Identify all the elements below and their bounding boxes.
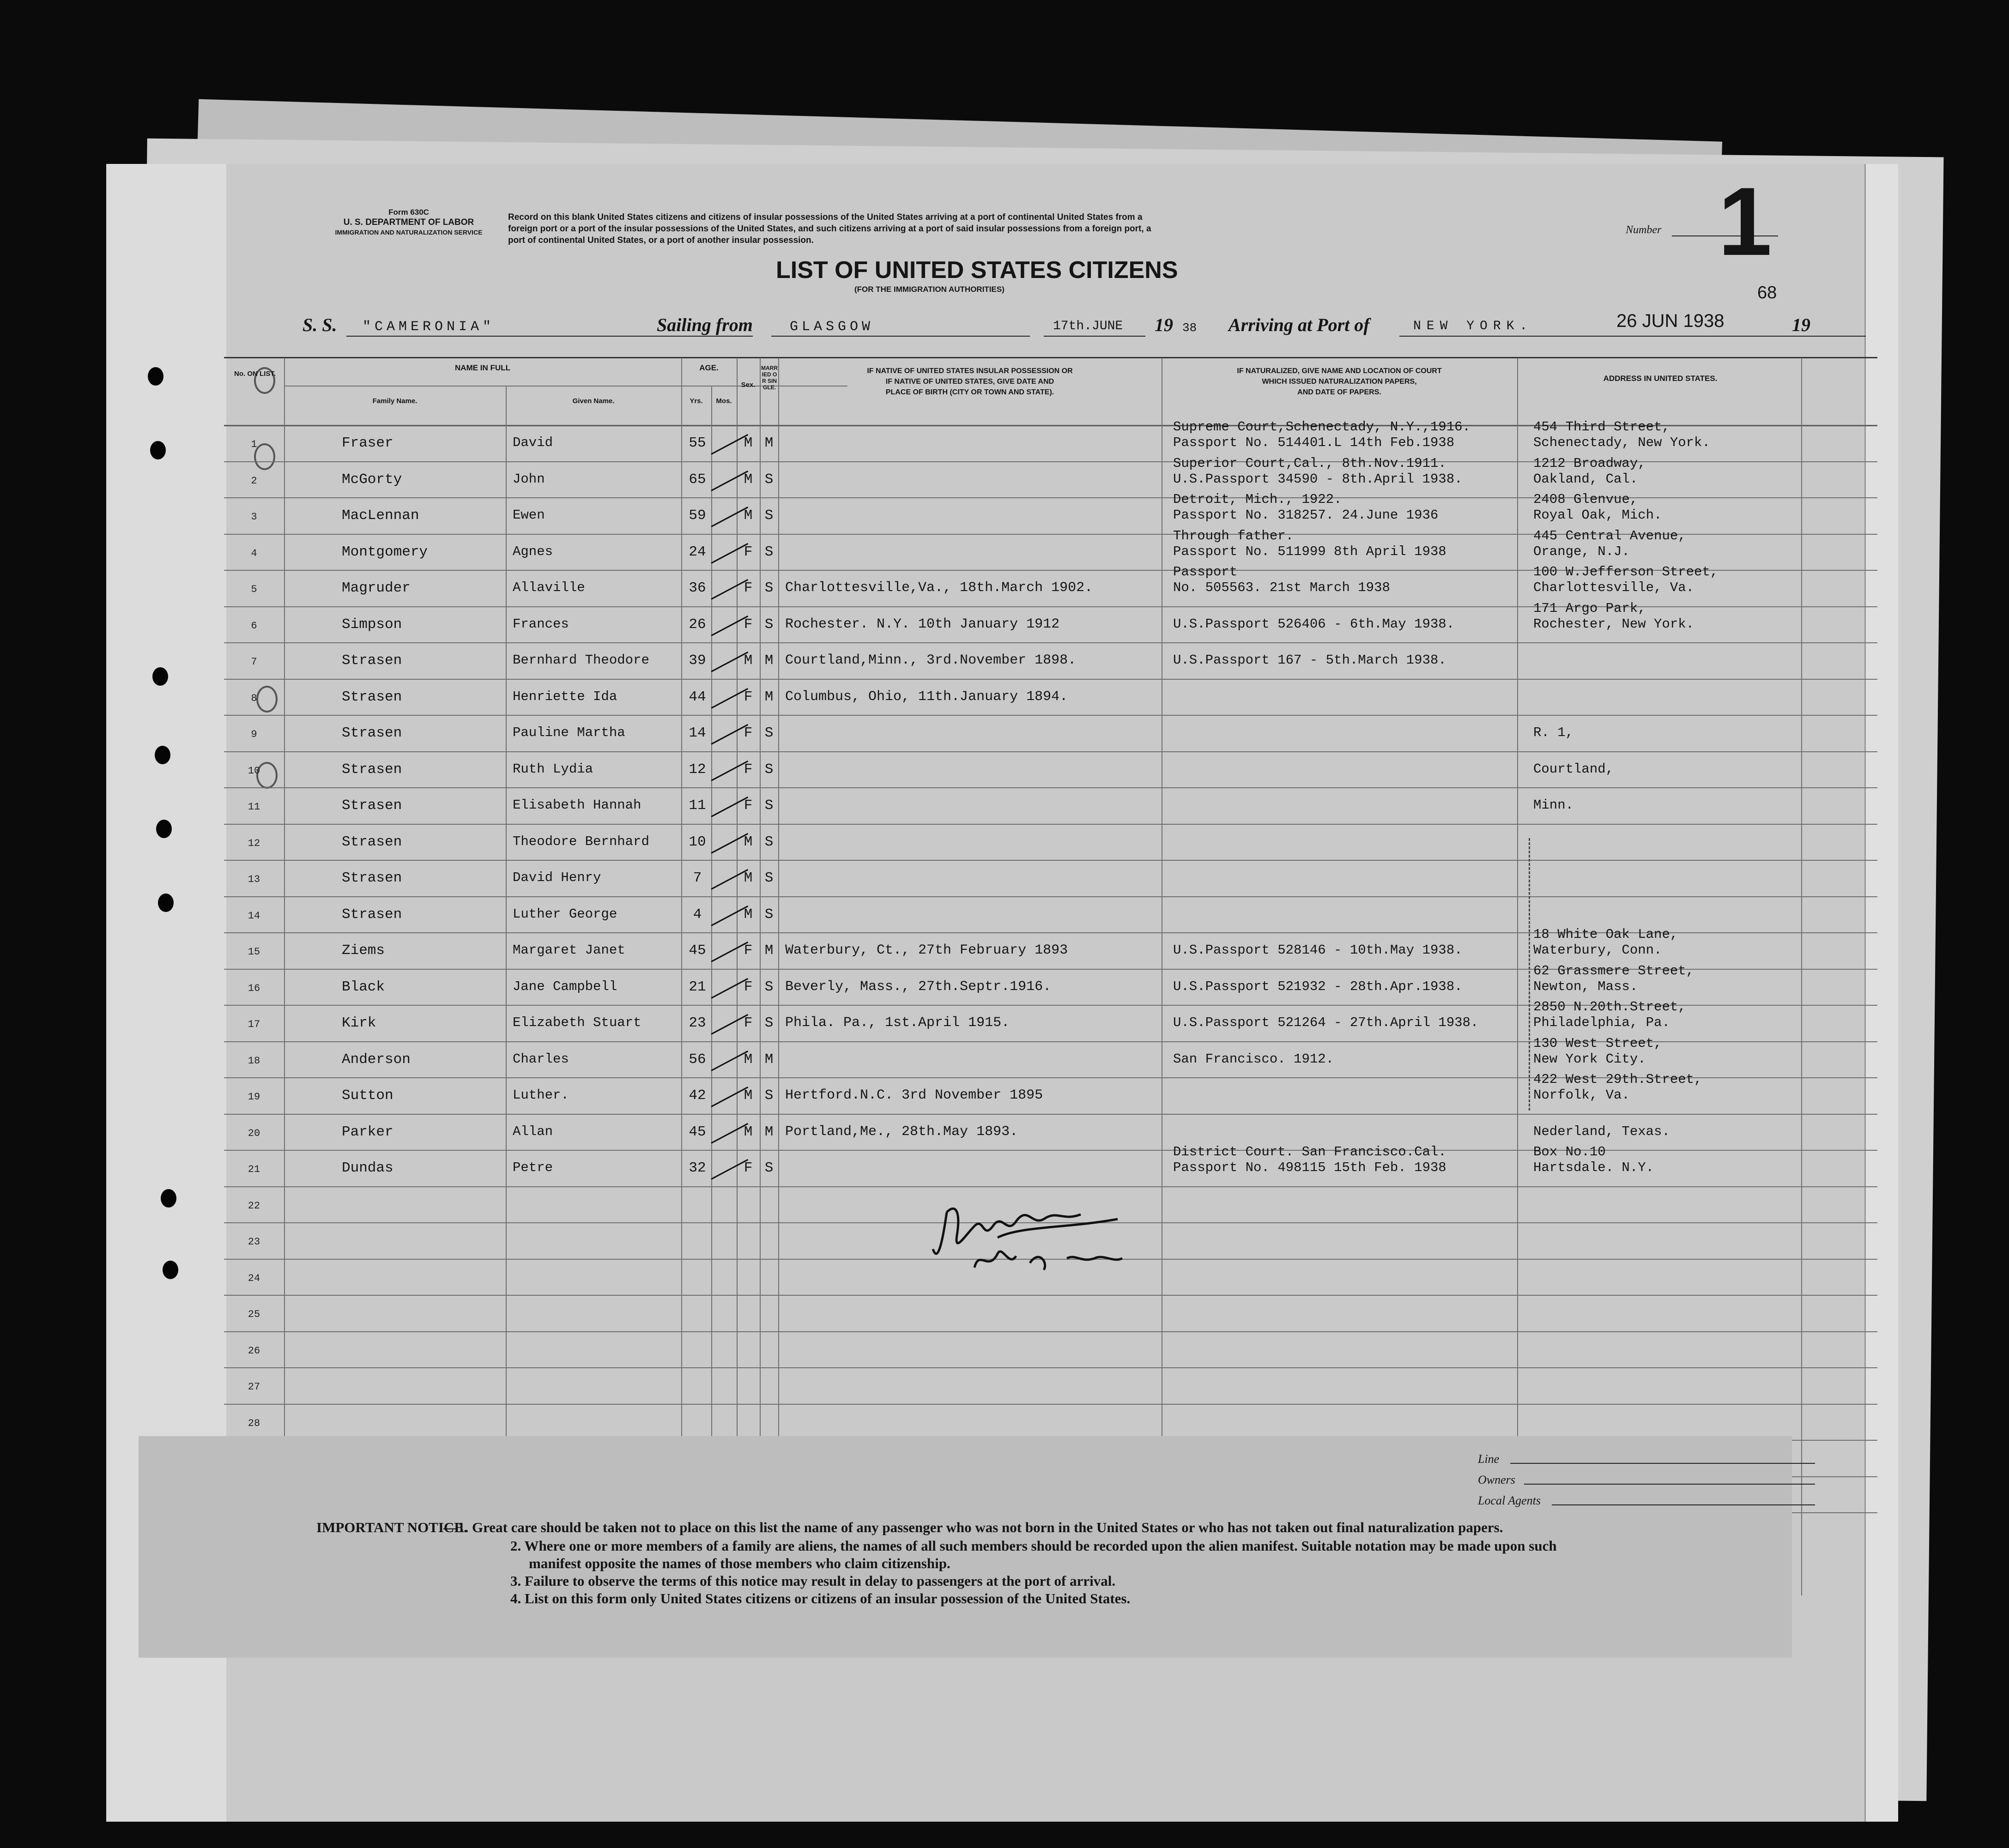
given-name: Ewen (513, 507, 545, 523)
col-rule (711, 387, 712, 1595)
family-name: MacLennan (342, 507, 419, 524)
line-label: Line (1478, 1452, 1500, 1466)
page-subtitle: (FOR THE IMMIGRATION AUTHORITIES) (854, 285, 1004, 294)
notice-item: —1. Great care should be taken not to place on this list the name of any passenger who was not born in the United States or who has not taken out final naturalization papers. (443, 1519, 1503, 1535)
given-name: Theodore Bernhard (513, 834, 649, 849)
marital-status: M (764, 689, 774, 705)
naturalization-info: U.S.Passport 167 - 5th.March 1938. (1173, 652, 1446, 668)
us-address: Waterbury, Conn. (1533, 942, 1662, 958)
marital-status: S (764, 725, 774, 741)
col-rule (737, 358, 738, 1595)
us-address: Newton, Mass. (1533, 979, 1638, 994)
marital-status: S (764, 1015, 774, 1031)
line-number: 10 (248, 765, 260, 777)
birth-place-date: Waterbury, Ct., 27th February 1893 (785, 942, 1068, 958)
marital-status: S (764, 1087, 774, 1104)
header-naturalized: IF NATURALIZED, GIVE NAME AND LOCATION OF COURT (1237, 367, 1442, 375)
line-number: 6 (251, 620, 257, 632)
col-rule (1801, 358, 1802, 1595)
instruction-line: Record on this blank United States citizens and citizens of insular possessions of the United States arriving at a port of continental United States from a (508, 212, 1143, 222)
naturalization-info: District Court. San Francisco.Cal. (1173, 1144, 1446, 1160)
sex: F (744, 689, 753, 705)
sex: M (744, 652, 753, 669)
stamp-note: 68 (1757, 283, 1777, 302)
sex: F (744, 725, 753, 741)
sex: F (744, 979, 753, 995)
line-number: 1 (251, 439, 257, 450)
age-years: 23 (689, 1015, 706, 1031)
birth-place-date: Phila. Pa., 1st.April 1915. (785, 1015, 1010, 1031)
year-prefix: 19 (1155, 314, 1173, 335)
birth-place-date: Columbus, Ohio, 11th.January 1894. (785, 689, 1068, 705)
age-subhead-rule (681, 386, 737, 387)
marital-status: S (764, 471, 774, 488)
given-name: Frances (513, 616, 569, 632)
given-name: Ruth Lydia (513, 761, 593, 777)
row-rule (224, 1114, 1877, 1115)
naturalization-info: No. 505563. 21st March 1938 (1173, 580, 1390, 595)
birth-place-date: Hertford.N.C. 3rd November 1895 (785, 1087, 1043, 1103)
given-name: Margaret Janet (513, 942, 625, 958)
sailing-underline (771, 336, 1030, 337)
age-years: 39 (689, 652, 706, 669)
punch-hole (158, 894, 174, 912)
family-name: Dundas (342, 1160, 393, 1176)
arrival-stamp: 26 JUN 1938 (1616, 311, 1725, 331)
row-rule (224, 642, 1877, 643)
line-number: 7 (251, 656, 257, 668)
family-name: Fraser (342, 435, 393, 451)
marital-status: S (764, 979, 774, 995)
line-number: 4 (251, 548, 257, 559)
row-rule (224, 860, 1877, 861)
us-address: Minn. (1533, 797, 1574, 813)
row-rule (224, 1295, 1877, 1296)
notice-item: 3. Failure to observe the terms of this notice may result in delay to passengers at the port of arrival. (510, 1573, 1116, 1589)
marital-status: S (764, 797, 774, 814)
line-number: 19 (248, 1091, 260, 1103)
given-name: Bernhard Theodore (513, 652, 649, 668)
header-given-name: Given Name. (572, 397, 615, 405)
given-name: Elisabeth Hannah (513, 797, 641, 813)
line-number: 18 (248, 1055, 260, 1067)
line-number: 13 (248, 874, 260, 885)
us-address: Courtland, (1533, 761, 1614, 777)
family-name: Anderson (342, 1051, 411, 1068)
given-name: Luther. (513, 1087, 569, 1103)
line-number: 23 (248, 1236, 260, 1248)
us-address: Box No.10 (1533, 1144, 1606, 1160)
marital-status: S (764, 580, 774, 596)
age-years: 44 (689, 689, 706, 705)
family-name: McGorty (342, 471, 402, 488)
number-label: Number (1626, 224, 1662, 236)
age-years: 32 (689, 1160, 706, 1176)
list-number: 1 (1718, 167, 1772, 276)
header-name-in-full: NAME IN FULL (455, 363, 510, 372)
family-name: Strasen (342, 834, 402, 850)
sex: M (744, 906, 753, 923)
naturalization-info: Passport No. 511999 8th April 1938 (1173, 544, 1446, 559)
naturalization-info: Passport (1173, 564, 1238, 580)
notice-footer (139, 1436, 1792, 1658)
naturalization-info: U.S.Passport 528146 - 10th.May 1938. (1173, 942, 1463, 958)
us-address: Charlottesville, Va. (1533, 580, 1694, 595)
sex: F (744, 1160, 753, 1176)
page-title: LIST OF UNITED STATES CITIZENS (776, 257, 1178, 284)
sex: F (744, 580, 753, 596)
row-rule (224, 1186, 1877, 1187)
naturalization-info: U.S.Passport 526406 - 6th.May 1938. (1173, 616, 1455, 632)
us-address: 422 West 29th.Street, (1533, 1072, 1702, 1087)
given-name: Luther George (513, 906, 617, 922)
row-rule (224, 715, 1877, 716)
given-name: Jane Campbell (513, 979, 617, 994)
us-address: Philadelphia, Pa. (1533, 1015, 1670, 1030)
given-name: Allaville (513, 580, 585, 595)
age-years: 24 (689, 544, 706, 560)
header-birth: IF NATIVE OF UNITED STATES, GIVE DATE AND (885, 378, 1054, 386)
header-mos: Mos. (716, 397, 732, 405)
line-number: 11 (248, 801, 260, 813)
us-address: Schenectady, New York. (1533, 435, 1710, 450)
marital-status: M (764, 435, 774, 451)
row-rule (224, 824, 1877, 825)
line-number: 2 (251, 475, 257, 487)
header-address: ADDRESS IN UNITED STATES. (1603, 374, 1718, 383)
marital-status: S (764, 834, 774, 850)
given-name: Henriette Ida (513, 689, 617, 704)
sex: M (744, 435, 753, 451)
page-right-margin (1864, 164, 1898, 1822)
age-years: 4 (693, 906, 702, 923)
family-name: Magruder (342, 580, 411, 596)
punch-hole (148, 367, 163, 386)
us-address: 2850 N.20th.Street, (1533, 999, 1686, 1015)
us-address: Rochester, New York. (1533, 616, 1694, 632)
owners-underline (1524, 1484, 1815, 1485)
marital-status: S (764, 616, 774, 633)
age-years: 45 (689, 942, 706, 959)
family-name: Ziems (342, 942, 385, 959)
department-name: U. S. DEPARTMENT OF LABOR (343, 217, 474, 227)
header-married: MARRIED OR SINGLE. (761, 365, 778, 391)
family-name: Strasen (342, 761, 402, 778)
us-address: 100 W.Jefferson Street, (1533, 564, 1719, 580)
line-number: 15 (248, 946, 260, 958)
naturalization-info: Superior Court,Cal., 8th.Nov.1911. (1173, 456, 1446, 471)
ss-label: S. S. (303, 314, 337, 335)
arriving-label: Arriving at Port of (1228, 314, 1370, 335)
marital-status: M (764, 1124, 774, 1140)
age-years: 45 (689, 1124, 706, 1140)
instruction-line: port of continental United States, or a port of another insular possession. (508, 236, 814, 245)
row-rule (224, 1331, 1877, 1332)
marital-status: S (764, 761, 774, 778)
us-address: Norfolk, Va. (1533, 1087, 1630, 1103)
age-years: 10 (689, 834, 706, 850)
punch-hole (163, 1261, 178, 1279)
age-years: 55 (689, 435, 706, 451)
naturalization-info: Through father. (1173, 528, 1294, 544)
col-rule (284, 358, 285, 1595)
line-number: 16 (248, 983, 260, 994)
punch-hole (161, 1189, 176, 1208)
table-top-rule (224, 357, 1877, 358)
sex: F (744, 1015, 753, 1031)
col-rule (760, 358, 761, 1595)
header-family-name: Family Name. (372, 397, 418, 405)
us-address: 130 West Street, (1533, 1036, 1662, 1051)
us-address: 445 Central Avenue, (1533, 528, 1686, 544)
port-underline (1399, 336, 1847, 337)
birth-place-date: Charlottesville,Va., 18th.March 1902. (785, 580, 1093, 596)
age-years: 65 (689, 471, 706, 488)
line-number: 17 (248, 1019, 260, 1030)
marital-status: S (764, 507, 774, 524)
birth-place-date: Beverly, Mass., 27th.Septr.1916. (785, 979, 1052, 995)
notice-item: 4. List on this form only United States citizens or citizens of an insular possession of the United States. (510, 1590, 1131, 1606)
line-number: 3 (251, 511, 257, 523)
naturalization-info: Passport No. 498115 15th Feb. 1938 (1173, 1160, 1446, 1175)
naturalization-info: U.S.Passport 34590 - 8th.April 1938. (1173, 471, 1463, 487)
us-address: 62 Grassmere Street, (1533, 963, 1694, 978)
marital-status: S (764, 1160, 774, 1176)
age-years: 56 (689, 1051, 706, 1068)
marital-status: M (764, 1051, 774, 1068)
year-suffix: 38 (1182, 321, 1197, 335)
line-number: 8 (251, 693, 257, 704)
line-number: 20 (248, 1128, 260, 1139)
us-address: R. 1, (1533, 725, 1574, 740)
year-trailer: 19 (1792, 314, 1810, 335)
given-name: Petre (513, 1160, 553, 1175)
age-years: 42 (689, 1087, 706, 1104)
punch-hole (152, 667, 168, 686)
header-naturalized: WHICH ISSUED NATURALIZATION PAPERS, (1262, 378, 1417, 386)
line-number: 24 (248, 1273, 260, 1284)
line-number: 26 (248, 1345, 260, 1357)
family-name: Parker (342, 1124, 393, 1140)
row-rule (224, 1367, 1877, 1368)
header-yrs: Yrs. (690, 397, 703, 405)
us-address: Royal Oak, Mich. (1533, 507, 1662, 523)
arrival-port: NEW YORK. (1413, 319, 1533, 333)
col-rule (506, 387, 507, 1595)
given-name: Charles (513, 1051, 569, 1067)
row-rule (224, 679, 1877, 680)
sex: M (744, 471, 753, 488)
line-underline (1510, 1463, 1815, 1464)
header-birth: PLACE OF BIRTH (CITY OR TOWN AND STATE). (885, 388, 1054, 396)
owners-label: Owners (1478, 1473, 1515, 1486)
us-address: 18 White Oak Lane, (1533, 927, 1678, 942)
birth-place-date: Rochester. N.Y. 10th January 1912 (785, 616, 1060, 632)
family-name: Strasen (342, 652, 402, 669)
age-years: 36 (689, 580, 706, 596)
line-number: 21 (248, 1164, 260, 1175)
line-number: 25 (248, 1309, 260, 1320)
year-underline (1815, 336, 1866, 337)
us-address: 1212 Broadway, (1533, 456, 1646, 471)
punch-hole (150, 441, 166, 459)
age-years: 11 (689, 797, 706, 814)
line-number: 5 (251, 584, 257, 595)
family-name: Kirk (342, 1015, 376, 1031)
marital-status: M (764, 942, 774, 959)
naturalization-info: Passport No. 318257. 24.June 1936 (1173, 507, 1439, 523)
header-sex: Sex. (741, 381, 756, 389)
us-address: 454 Third Street, (1533, 419, 1670, 435)
notice-item: manifest opposite the names of those members who claim citizenship. (529, 1555, 950, 1571)
us-address: Orange, N.J. (1533, 544, 1630, 559)
row-rule (224, 787, 1877, 788)
notice-title: IMPORTANT NOTICE. (316, 1519, 467, 1535)
us-address: New York City. (1533, 1051, 1646, 1067)
agents-label: Local Agents (1478, 1494, 1541, 1507)
family-name: Sutton (342, 1087, 393, 1104)
given-name: Agnes (513, 544, 553, 559)
marital-status: M (764, 652, 774, 669)
service-name: IMMIGRATION AND NATURALIZATION SERVICE (335, 229, 483, 236)
sailing-label: Sailing from (657, 314, 753, 335)
marital-status: S (764, 906, 774, 923)
header-age: AGE. (699, 363, 719, 372)
header-birth: IF NATIVE OF UNITED STATES INSULAR POSSESSION OR (867, 367, 1073, 375)
line-number: 27 (248, 1381, 260, 1393)
header-no: No. ON LIST. (234, 370, 276, 378)
sex: M (744, 507, 753, 524)
line-number: 22 (248, 1200, 260, 1212)
notice-item: 2. Where one or more members of a family are aliens, the names of all such members should be recorded upon the alien manifest. Suitable notation may be made upon such (510, 1538, 1557, 1554)
official-signature (928, 1194, 1141, 1291)
row-rule (224, 1150, 1877, 1151)
punch-hole (156, 820, 172, 838)
family-name: Strasen (342, 689, 402, 705)
age-years: 7 (693, 870, 702, 886)
line-number: 12 (248, 838, 260, 849)
birth-place-date: Courtland,Minn., 3rd.November 1898. (785, 652, 1077, 668)
address-bracket (1529, 838, 1534, 1111)
us-address: Hartsdale. N.Y. (1533, 1160, 1654, 1175)
us-address: 2408 Glenvue, (1533, 492, 1638, 507)
sex: M (744, 1051, 753, 1068)
naturalization-info: Supreme Court,Schenectady, N.Y.,1916. (1173, 419, 1470, 435)
sex: F (744, 544, 753, 560)
family-name: Strasen (342, 797, 402, 814)
sex: F (744, 797, 753, 814)
age-years: 26 (689, 616, 706, 633)
sex: M (744, 834, 753, 850)
given-name: Elizabeth Stuart (513, 1015, 641, 1030)
line-number: 14 (248, 910, 260, 922)
col-rule (778, 358, 779, 1595)
naturalization-info: Detroit, Mich., 1922. (1173, 492, 1342, 507)
punch-hole (155, 746, 170, 764)
sex: M (744, 1087, 753, 1104)
sailing-date: 17th.JUNE (1053, 319, 1123, 333)
us-address: Oakland, Cal. (1533, 471, 1638, 487)
header-naturalized: AND DATE OF PAPERS. (1297, 388, 1381, 396)
family-name: Montgomery (342, 544, 428, 560)
sex: F (744, 616, 753, 633)
agents-underline (1552, 1504, 1815, 1505)
date-underline (1044, 336, 1145, 337)
us-address: 171 Argo Park, (1533, 601, 1646, 616)
given-name: Pauline Martha (513, 725, 625, 740)
naturalization-info: U.S.Passport 521932 - 28th.Apr.1938. (1173, 979, 1463, 994)
given-name: David (513, 435, 553, 450)
age-years: 12 (689, 761, 706, 778)
sex: M (744, 870, 753, 886)
birth-place-date: Portland,Me., 28th.May 1893. (785, 1124, 1018, 1140)
given-name: Allan (513, 1124, 553, 1139)
given-name: John (513, 471, 545, 487)
family-name: Strasen (342, 906, 402, 923)
family-name: Strasen (342, 725, 402, 741)
sailing-port: GLASGOW (790, 319, 874, 335)
marital-status: S (764, 870, 774, 886)
ship-name: "CAMERONIA" (363, 319, 495, 335)
marital-status: S (764, 544, 774, 560)
sex: F (744, 761, 753, 778)
row-rule (224, 896, 1877, 897)
col-rule (681, 358, 682, 1595)
age-years: 21 (689, 979, 706, 995)
ship-underline (346, 336, 753, 337)
family-name: Black (342, 979, 385, 995)
age-years: 59 (689, 507, 706, 524)
family-name: Strasen (342, 870, 402, 886)
naturalization-info: U.S.Passport 521264 - 27th.April 1938. (1173, 1015, 1479, 1030)
age-years: 14 (689, 725, 706, 741)
naturalization-info: San Francisco. 1912. (1173, 1051, 1334, 1067)
family-name: Simpson (342, 616, 402, 633)
naturalization-info: Passport No. 514401.L 14th Feb.1938 (1173, 435, 1455, 450)
us-address: Nederland, Texas. (1533, 1124, 1670, 1139)
row-rule (224, 751, 1877, 752)
line-number: 28 (248, 1418, 260, 1429)
sex: M (744, 1124, 753, 1140)
given-name: David Henry (513, 870, 601, 885)
sex: F (744, 942, 753, 959)
form-number: Form 630C (388, 208, 429, 217)
row-rule (224, 1404, 1877, 1405)
instruction-line: foreign port or a port of the insular possessions of the United States, and such citizens arriving at a port of said insular possessions from a foreign port, a (508, 224, 1151, 234)
line-number: 9 (251, 729, 257, 740)
col-rule (1517, 358, 1518, 1595)
